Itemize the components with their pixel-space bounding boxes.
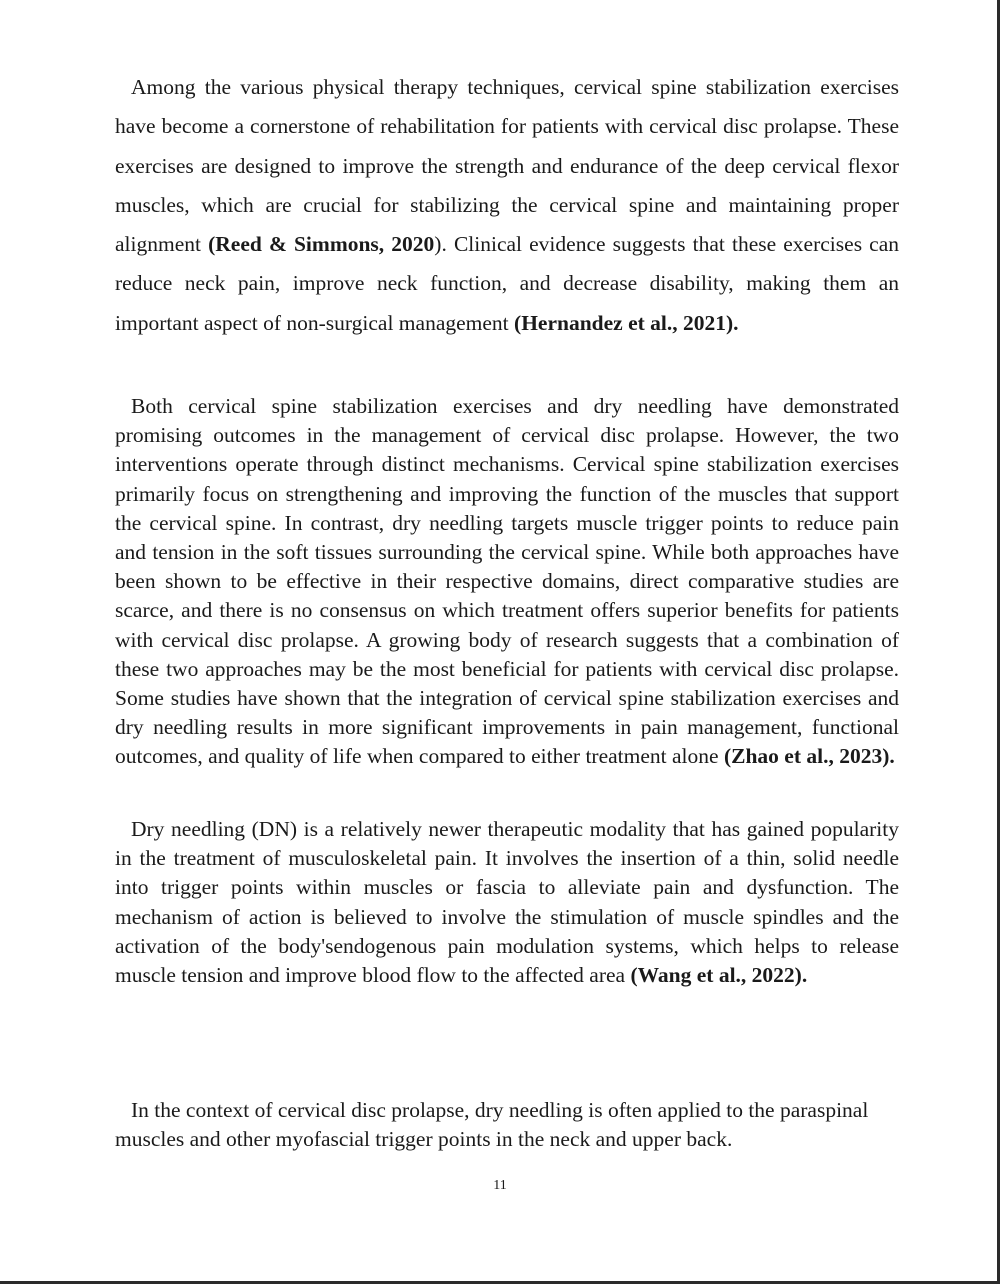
text-segment: Dry needling (DN) is a relatively newer therapeutic modality that has gained popularity in the treatment of musculoskeletal pain. It involves the insertion of a thin, solid needle into trigger points within muscles or fascia to alleviate pain and dysfunction. The mechanism of action is believed to involve the stimulation of muscle spindles and the activation of the body'sendogenous pain modulation systems, which helps to release muscle tension and improve blood flow to the affected area [115,817,899,988]
text-segment: Among the various physical therapy techniques, cervical spine stabilization exercises have become a cornerstone of rehabilitation for patients with cervical disc prolapse. These exercises are designed to improve the strength and endurance of the deep cervical flexor muscles, which are crucial for stabilizing the cervical spine and maintaining proper alignment [115,75,899,257]
paragraph-stabilization-exercises [115,68,899,343]
paragraph-dry-needling [115,815,899,990]
paragraph-combined-approaches [115,392,899,772]
paragraph-cervical-context [115,1096,899,1154]
citation-zhao: (Zhao et al., 2023). [723,744,895,769]
citation-hernandez: (Hernandez et al., 2021). [514,310,739,335]
citation-wang: (Wang et al., 2022). [630,963,808,988]
text-segment: Both cervical spine stabilization exercises and dry needling have demonstrated promising outcomes in the management of cervical disc prolapse. However, the two interventions operate through distinct mechanisms. Cervical spine stabilization exercises primarily focus on strengthening and improving the function of the muscles that support the cervical spine. In contrast, dry needling targets muscle trigger points to reduce pain and tension in the soft tissues surrounding the cervical spine. While both approaches have been shown to be effective in their respective domains, direct comparative studies are scarce, and there is no consensus on which treatment offers superior benefits for patients with cervical disc prolapse. A growing body of research suggests that a combination of these two approaches may be the most beneficial for patients with cervical disc prolapse. Some studies have shown that the integration of cervical spine stabilization exercises and dry needling results in more significant improvements in pain management, functional outcomes, and quality of life when compared to either treatment alone [115,394,899,769]
citation-reed-simmons: (Reed & Simmons, 2020 [208,232,435,257]
text-segment: In the context of cervical disc prolapse, dry needling is often applied to the paraspinal muscles and other myofascial trigger points in the neck and upper back. [115,1098,869,1152]
text-segment: ). Clinical evidence suggests that these exercises can reduce neck pain, improve neck function, and decrease disability, making them an important aspect of non-surgical management [115,232,900,335]
page-number: 11 [493,1178,507,1193]
